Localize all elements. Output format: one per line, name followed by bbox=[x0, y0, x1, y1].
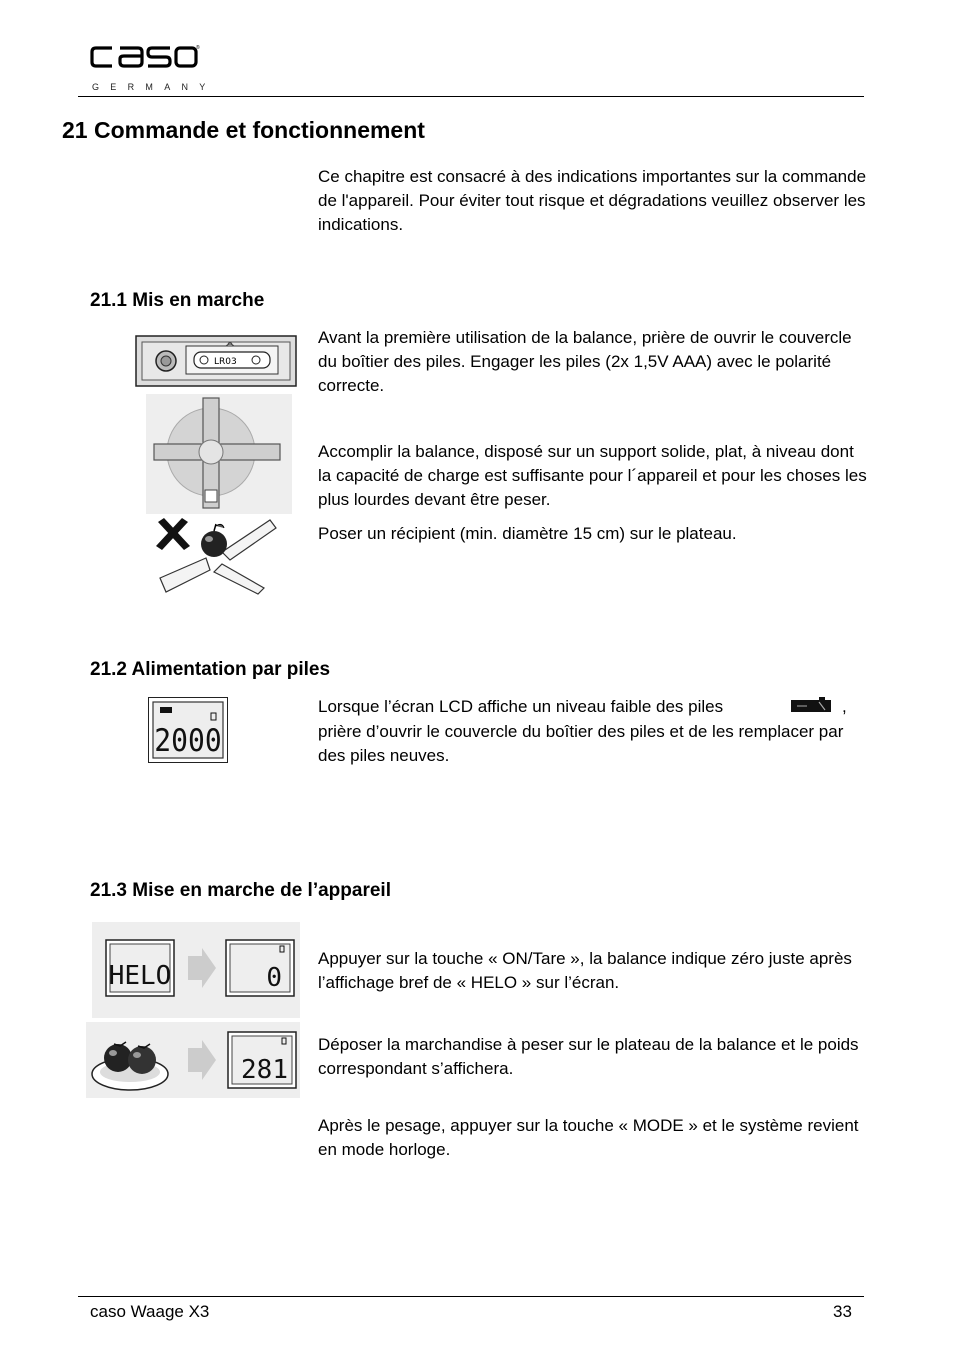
brand-text: caso bbox=[90, 44, 93, 45]
caso-logo bbox=[90, 44, 200, 74]
section2-paragraph-rest: prière d’ouvrir le couvercle du boîtier des piles et de les remplacer par des piles neuves. bbox=[318, 722, 844, 765]
section3-paragraph-2: Déposer la marchandise à peser sur le plateau de la balance et le poids correspondant s’affichera. bbox=[318, 1035, 859, 1078]
page-heading: 21 Commande et fonctionnement bbox=[62, 117, 425, 143]
section1-paragraph-1: Avant la première utilisation de la balance, prière de ouvrir le couvercle du boîtier des piles. Engager les piles (2x 1,5V AAA) avec le polarité correcte. bbox=[318, 328, 852, 395]
section-heading-21-1: 21.1 Mis en marche bbox=[90, 290, 265, 311]
battery-compartment-illustration bbox=[134, 320, 300, 390]
low-battery-icon bbox=[789, 694, 833, 716]
battery-label: LR03 bbox=[214, 357, 237, 367]
lcd-2000-value: 2000 bbox=[154, 722, 222, 759]
intro-paragraph: Ce chapitre est consacré à des indications importantes sur la commande de l'appareil. Pour éviter tout risque et dégradations veuillez observer les indications. bbox=[318, 167, 867, 234]
section3-paragraph-1: Appuyer sur la touche « ON/Tare », la balance indique zéro juste après l’affichage bref de « HELO » sur l’écran. bbox=[318, 949, 852, 992]
lcd-low-battery-display bbox=[148, 697, 228, 763]
weighing-tomatoes-illustration bbox=[86, 1022, 300, 1098]
helo-to-zero-illustration bbox=[92, 922, 300, 1018]
container-on-scale-illustration bbox=[152, 514, 278, 596]
lcd-zero-text: 0 bbox=[266, 963, 282, 993]
scale-platform-illustration bbox=[146, 394, 292, 514]
section1-paragraph-3: Poser un récipient (min. diamètre 15 cm) sur le plateau. bbox=[318, 524, 737, 543]
section-heading-21-3: 21.3 Mise en marche de l’appareil bbox=[90, 880, 391, 901]
lcd-weight-text: 281 bbox=[241, 1055, 288, 1085]
brand-subtitle: GERMANY bbox=[92, 82, 217, 92]
section2-paragraph-line1: Lorsque l’écran LCD affiche un niveau faible des piles bbox=[318, 697, 724, 716]
lcd-helo-text: HELO bbox=[108, 961, 172, 991]
section2-comma: , bbox=[842, 697, 847, 716]
section3-paragraph-3: Après le pesage, appuyer sur la touche « MODE » et le système revient en mode horloge. bbox=[318, 1116, 859, 1159]
footer-product-name: caso Waage X3 bbox=[90, 1302, 210, 1321]
header-rule bbox=[78, 96, 864, 97]
page-number: 33 bbox=[833, 1302, 852, 1321]
svg-text:®: ® bbox=[196, 45, 200, 51]
section1-paragraph-2: Accomplir la balance, disposé sur un support solide, plat, à niveau dont la capacité de charge est suffisante pour l´appareil et pour les choses les plus lourdes devant être peser. bbox=[318, 442, 867, 509]
section-heading-21-2: 21.2 Alimentation par piles bbox=[90, 659, 331, 680]
footer-rule bbox=[78, 1296, 864, 1297]
